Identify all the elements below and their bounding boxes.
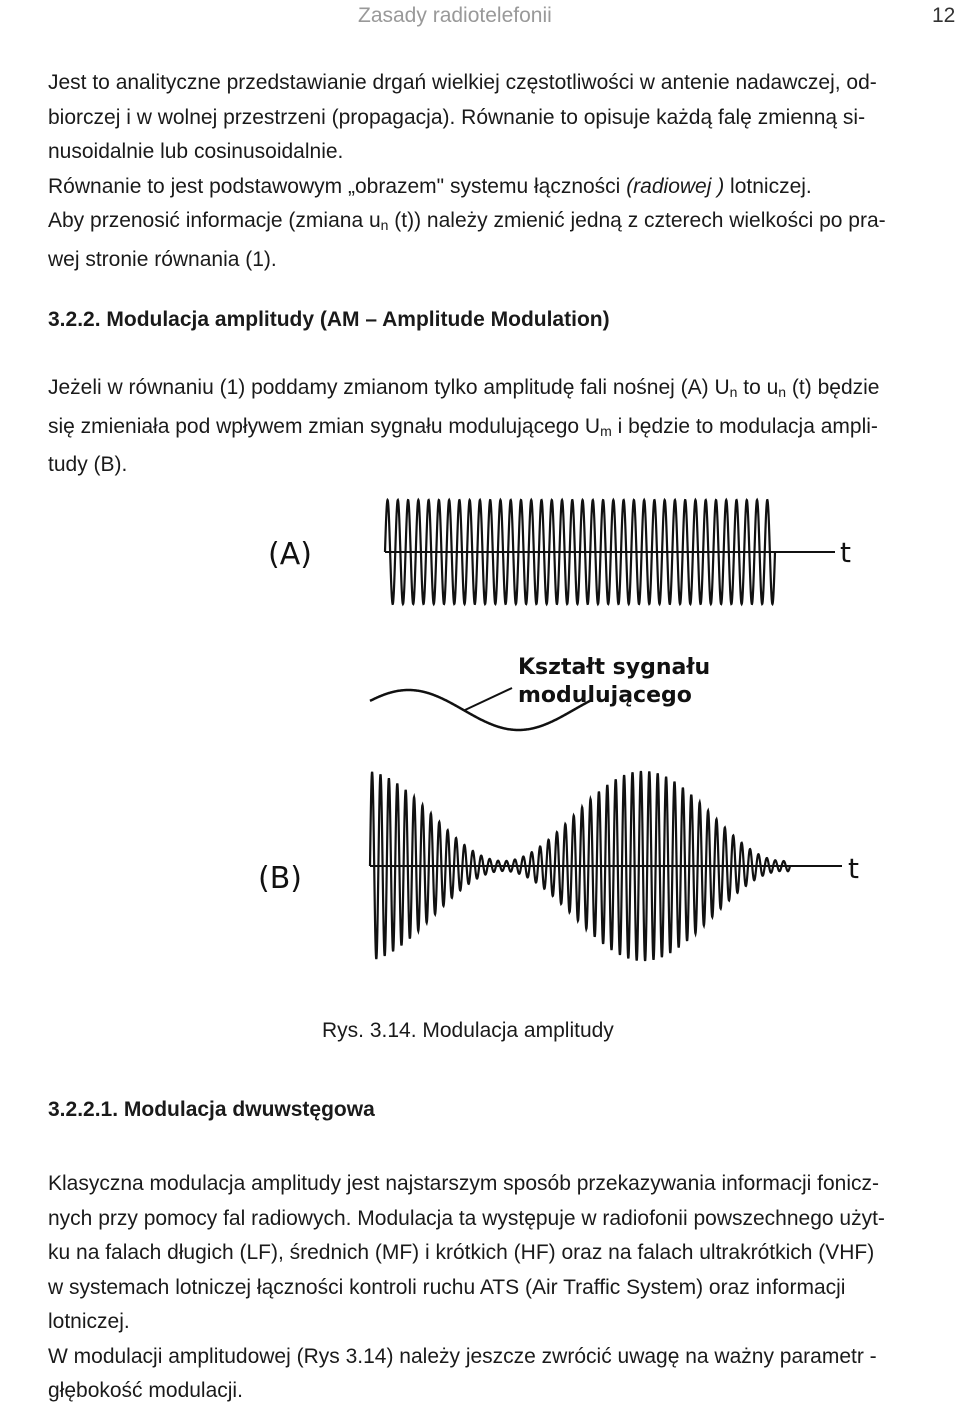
text-line — [48, 204, 928, 243]
text-line: tudy (B). — [48, 453, 128, 476]
subscript: n — [729, 384, 738, 400]
label-a: (A) — [268, 537, 312, 572]
text-line — [48, 410, 928, 449]
intro-paragraph — [48, 66, 928, 277]
label-b: (B) — [258, 861, 302, 896]
figure-caption: Rys. 3.14. Modulacja amplitudy — [322, 1019, 614, 1042]
text-run: Jeżeli w równaniu (1) poddamy zmianom tylko amplitudę fali nośnej (A) U — [48, 376, 730, 399]
text-run: i będzie to modulacja ampli- — [611, 414, 878, 438]
text-run: się zmieniała pod wpływem zmian sygnału modulującego U — [48, 414, 601, 438]
text-run: lotniczej. — [724, 174, 812, 198]
subscript: n — [778, 384, 787, 400]
section-heading-am: 3.2.2. Modulacja amplitudy (AM – Amplitude Modulation) — [48, 308, 610, 331]
text-line: biorczej i w wolnej przestrzeni (propagacja). Równanie to opisuje każdą falę zmienną si- — [48, 105, 866, 129]
text-line: lotniczej. — [48, 1310, 130, 1333]
text-line: nusoidalnie lub cosinusoidalnie. — [48, 140, 344, 163]
text-line — [48, 371, 928, 410]
text-line: głębokość modulacji. — [48, 1379, 243, 1402]
axis-label-t-a: t — [840, 536, 851, 569]
text-run: to u — [737, 376, 779, 399]
text-line: W modulacji amplitudowej (Rys 3.14) należy jeszcze zwrócić uwagę na ważny parametr - — [48, 1344, 877, 1368]
text-run: Aby przenosić informacje (zmiana u — [48, 209, 381, 232]
modulating-label-line1: Kształt sygnału — [518, 655, 711, 680]
text-line: Klasyczna modulacja amplitudy jest najstarszym sposób przekazywania informacji fonicz- — [48, 1172, 880, 1195]
pointer-line — [465, 688, 512, 710]
text-run: (t) będzie — [786, 376, 880, 399]
axis-label-t-b: t — [848, 852, 859, 885]
text-run: Równanie to jest podstawowym „obrazem" systemu łączności — [48, 174, 627, 198]
subscript: m — [600, 422, 612, 439]
am-paragraph — [48, 371, 928, 483]
dsb-paragraph — [48, 1167, 928, 1409]
page-number: 12 — [932, 4, 956, 27]
subscript: n — [380, 217, 389, 233]
text-line: wej stronie równania (1). — [48, 247, 277, 271]
text-run: (t)) należy zmienić jedną z czterech wielkości po pra- — [388, 209, 886, 232]
text-line: w systemach lotniczej łączności kontroli ruchu ATS (Air Traffic System) oraz informacji — [48, 1275, 846, 1299]
modulating-label-line2: modulującego — [518, 683, 692, 708]
running-title: Zasady radiotelefonii — [358, 4, 552, 27]
text-line — [48, 170, 928, 205]
section-heading-dsb: 3.2.2.1. Modulacja dwuwstęgowa — [48, 1098, 375, 1121]
am-figure — [250, 488, 890, 998]
italic-text: (radiowej ) — [626, 174, 725, 198]
text-line: nych przy pomocy fal radiowych. Modulacja ta występuje w radiofonii powszechnego użyt- — [48, 1206, 885, 1230]
text-line: ku na falach długich (LF), średnich (MF) i krótkich (HF) oraz na falach ultrakrótkich (VHF) — [48, 1241, 875, 1264]
text-line: Jest to analityczne przedstawianie drgań wielkiej częstotliwości w antenie nadawczej, od- — [48, 71, 877, 94]
